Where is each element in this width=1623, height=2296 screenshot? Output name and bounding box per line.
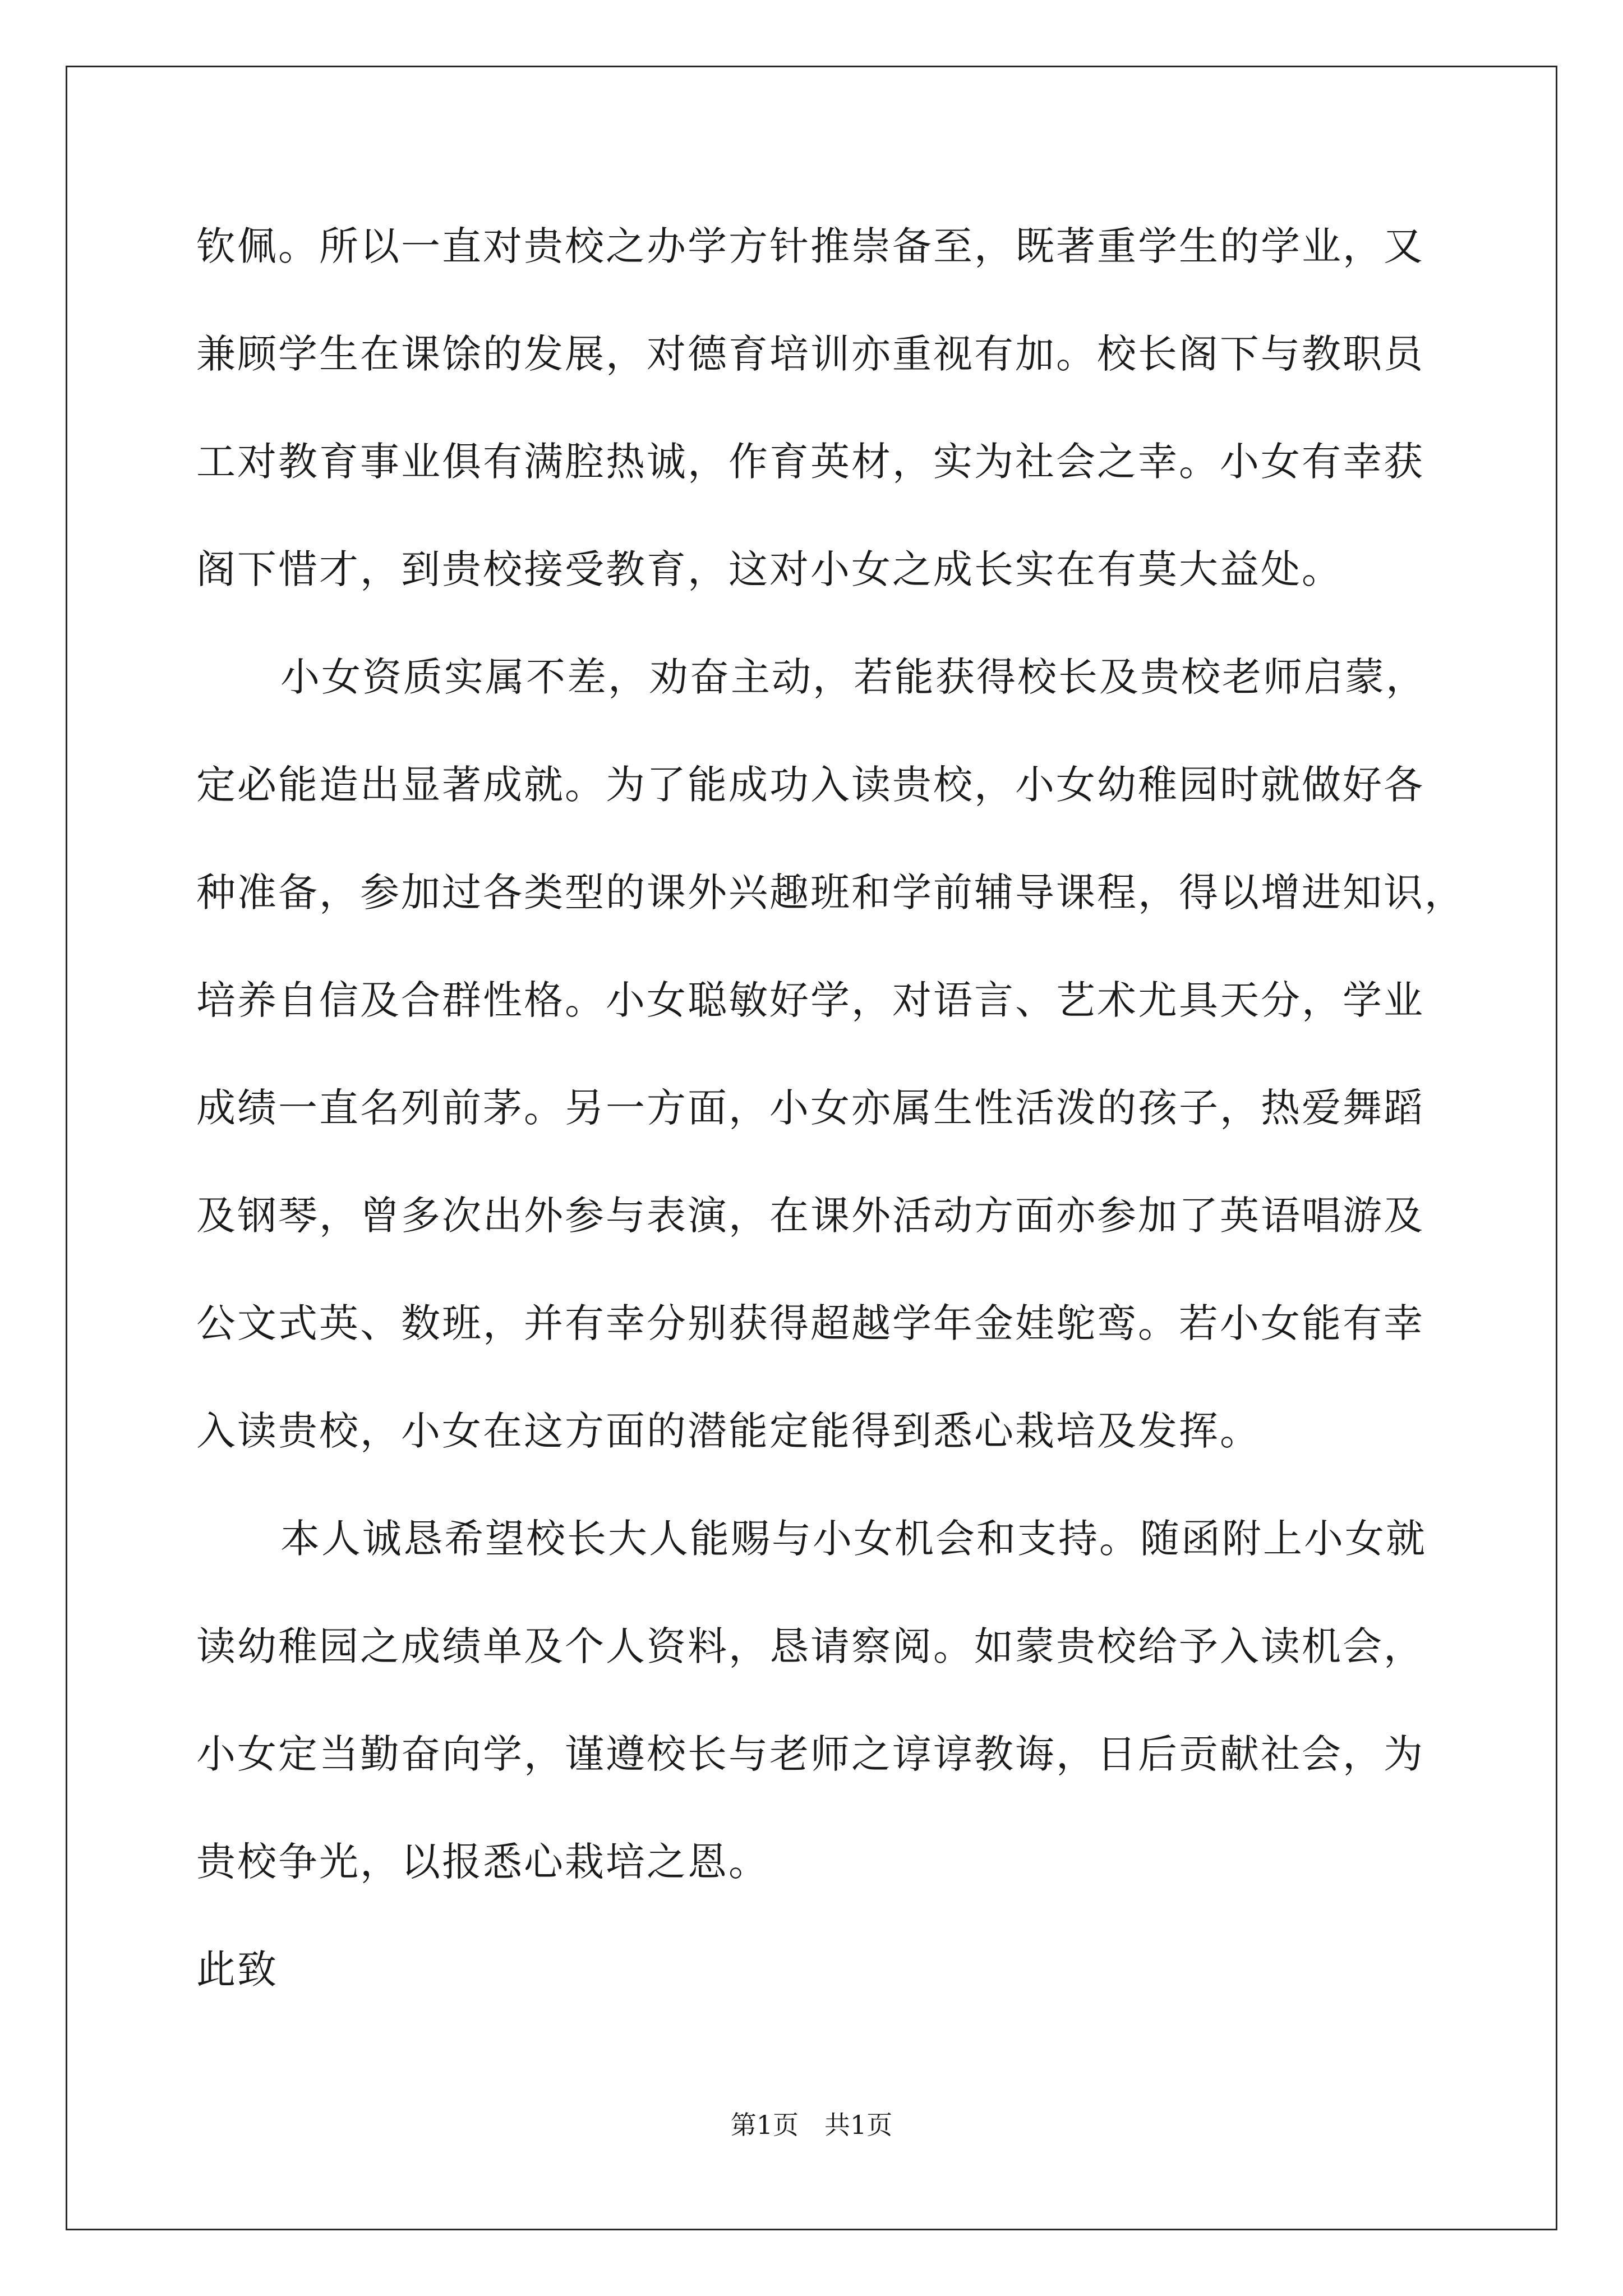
text-line: 读幼稚园之成绩单及个人资料，恳请察阅。如蒙贵校给予入读机会， (196, 1623, 1424, 1669)
text-line: 贵校争光，以报悉心栽培之恩。 (196, 1839, 769, 1885)
text-line: 培养自信及合群性格。小女聪敏好学，对语言、艺术尤具天分，学业 (196, 977, 1424, 1023)
text-line: 成绩一直名列前茅。另一方面，小女亦属生性活泼的孩子，热爱舞蹈 (196, 1085, 1424, 1131)
text-line: 阁下惜才，到贵校接受教育，这对小女之成长实在有莫大益处。 (196, 546, 1343, 592)
text-line: 兼顾学生在课馀的发展，对德育培训亦重视有加。校长阁下与教职员 (196, 331, 1424, 377)
text-line: 钦佩。所以一直对贵校之办学方针推崇备至，既著重学生的学业，又 (196, 223, 1424, 269)
page-number: 第1页 (730, 2110, 799, 2140)
text-line: 工对教育事业俱有满腔热诚，作育英材，实为社会之幸。小女有幸获 (196, 439, 1424, 485)
text-line: 种准备，参加过各类型的课外兴趣班和学前辅导课程，得以增进知识， (196, 869, 1465, 915)
text-line: 小女资质实属不差，劝奋主动，若能获得校长及贵校老师启蒙， (280, 654, 1427, 700)
page-total: 共1页 (824, 2110, 893, 2140)
text-line: 小女定当勤奋向学，谨遵校长与老师之谆谆教诲，日后贡献社会，为 (196, 1731, 1424, 1777)
letter-body (196, 213, 1465, 2044)
page-footer (0, 2108, 1623, 2142)
text-line: 本人诚恳希望校长大人能赐与小女机会和支持。随函附上小女就 (280, 1516, 1427, 1562)
closing-salutation: 此致 (196, 1947, 278, 1993)
text-line: 入读贵校，小女在这方面的潜能定能得到悉心栽培及发挥。 (196, 1408, 1261, 1454)
text-line: 及钢琴，曾多次出外参与表演，在课外活动方面亦参加了英语唱游及 (196, 1193, 1424, 1239)
text-line: 公文式英、数班，并有幸分别获得超越学年金娃鸵鸾。若小女能有幸 (196, 1300, 1424, 1346)
text-line: 定必能造出显著成就。为了能成功入读贵校，小女幼稚园时就做好各 (196, 762, 1424, 808)
